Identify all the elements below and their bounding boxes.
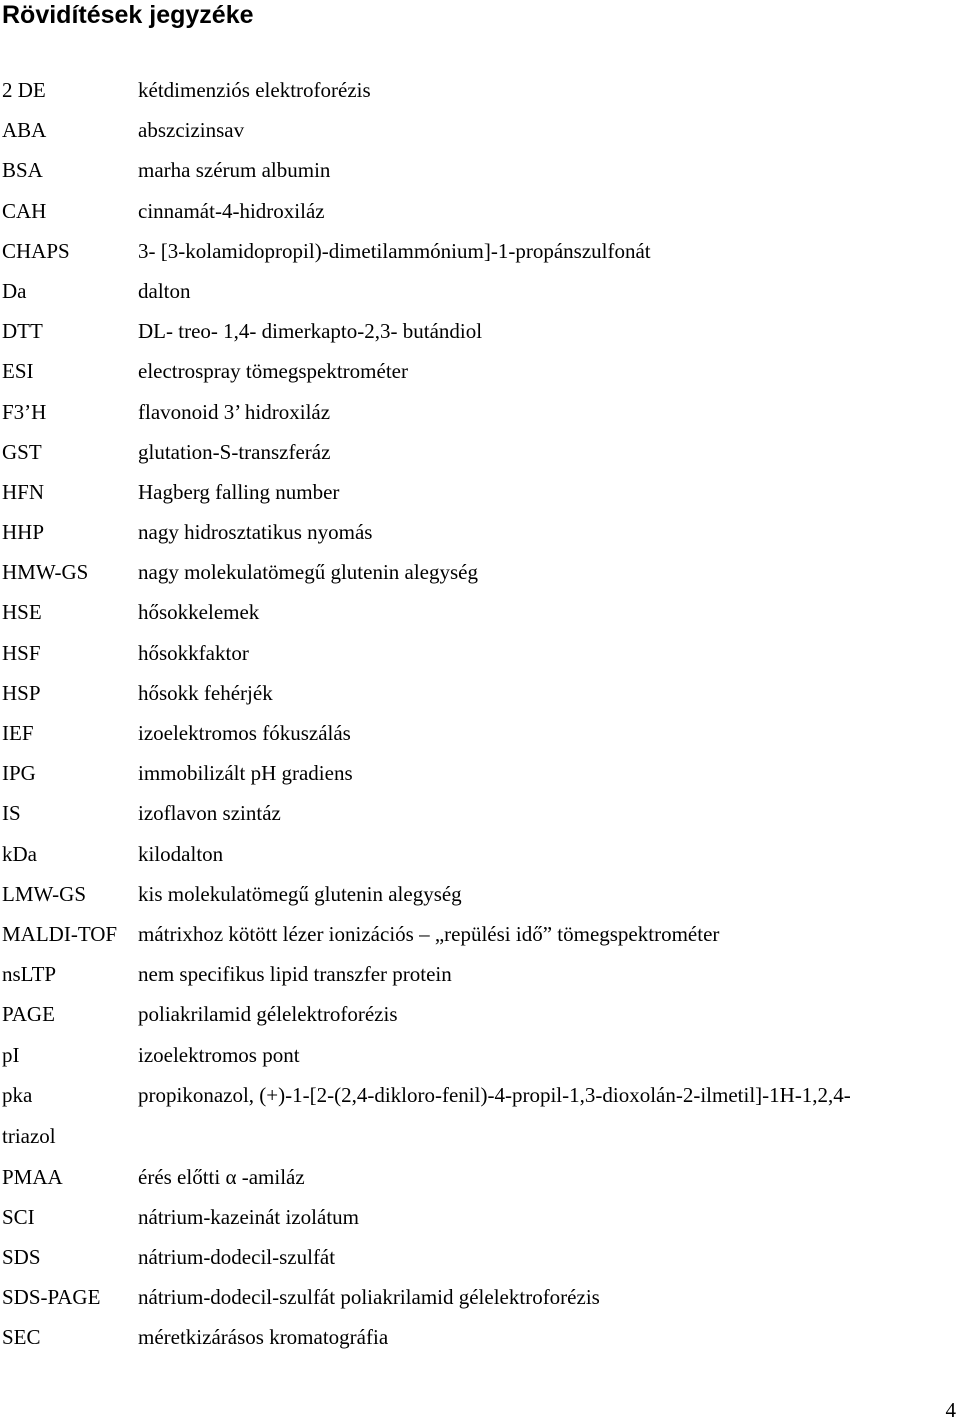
abbreviation-term: HSP [2, 680, 41, 705]
abbreviation-definition: abszcizinsav [138, 118, 245, 143]
abbreviation-definition: kis molekulatömegű glutenin alegység [138, 881, 462, 906]
abbreviation-definition: izoelektromos pont [138, 1042, 300, 1067]
abbreviation-definition: hősokk fehérjék [138, 680, 273, 705]
abbreviation-entry [0, 673, 960, 713]
page-title: Rövidítések jegyzéke [2, 1, 254, 29]
abbreviation-entry [0, 874, 960, 914]
abbreviation-entry [0, 713, 960, 753]
abbreviation-entry [0, 432, 960, 472]
abbreviation-term: PAGE [2, 1002, 55, 1027]
abbreviation-term: 2 DE [2, 78, 46, 102]
abbreviation-entry [0, 512, 960, 552]
abbreviation-term: CAH [2, 198, 47, 223]
abbreviation-entry [0, 633, 960, 673]
abbreviation-definition: glutation-S-transzferáz [138, 439, 331, 464]
abbreviation-term: HSF [2, 640, 41, 665]
abbreviation-definition: méretkizárásos kromatográfia [138, 1325, 389, 1350]
abbreviation-entry [0, 592, 960, 632]
abbreviation-term: F3’H [2, 399, 47, 424]
abbreviation-term: HMW-GS [2, 560, 89, 585]
abbreviation-definition: mátrixhoz kötött lézer ionizációs – „repülési idő” tömegspektrométer [138, 921, 720, 946]
abbreviation-definition: izoflavon szintáz [138, 801, 281, 826]
abbreviation-term: SDS-PAGE [2, 1285, 101, 1310]
abbreviation-entry [0, 1277, 960, 1317]
abbreviation-definition: hősokkfaktor [138, 640, 249, 665]
abbreviation-entry [0, 1317, 960, 1357]
abbreviation-entry [0, 753, 960, 793]
abbreviation-term: IPG [2, 761, 36, 786]
abbreviation-definition: hősokkelemek [138, 600, 260, 625]
abbreviation-definition: nátrium-dodecil-szulfát [138, 1245, 336, 1270]
abbreviation-entry [0, 914, 960, 954]
abbreviation-entry [0, 552, 960, 592]
abbreviation-definition: kilodalton [138, 841, 224, 866]
abbreviation-definition: nem specifikus lipid transzfer protein [138, 962, 452, 987]
abbreviation-entry [0, 311, 960, 351]
abbreviation-entry [0, 70, 960, 110]
abbreviation-entry [0, 150, 960, 190]
abbreviation-term: LMW-GS [2, 881, 86, 906]
abbreviation-term: HFN [2, 479, 45, 504]
abbreviation-term: SEC [2, 1325, 41, 1350]
abbreviation-entry [0, 1197, 960, 1237]
abbreviation-entry [0, 1237, 960, 1277]
abbreviation-definition: propikonazol, (+)-1-[2-(2,4-dikloro-fenil)-4-propil-1,3-dioxolán-2-ilmetil]-1H-1,2,4- [138, 1082, 851, 1107]
abbreviation-definition: Hagberg falling number [138, 479, 340, 504]
abbreviation-term: SDS [2, 1245, 41, 1270]
abbreviation-entry [0, 1075, 960, 1157]
abbreviation-entry [0, 994, 960, 1034]
abbreviation-entry [0, 392, 960, 432]
abbreviation-entry [0, 351, 960, 391]
abbreviation-list [0, 70, 960, 1358]
abbreviation-term: SCI [2, 1204, 35, 1229]
abbreviation-entry [0, 793, 960, 833]
abbreviation-definition: nátrium-kazeinát izolátum [138, 1204, 359, 1229]
abbreviation-definition: marha szérum albumin [138, 158, 331, 183]
abbreviation-term: GST [2, 439, 42, 464]
abbreviation-term: IEF [2, 721, 34, 745]
abbreviation-term: kDa [2, 841, 37, 866]
abbreviation-entry [0, 834, 960, 874]
abbreviation-term: HSE [2, 600, 42, 625]
abbreviation-term: MALDI-TOF [2, 921, 118, 946]
page-number: 4 [945, 1398, 956, 1422]
abbreviation-entry [0, 954, 960, 994]
abbreviation-definition: electrospray tömegspektrométer [138, 359, 408, 384]
abbreviation-term: nsLTP [2, 962, 57, 987]
abbreviation-definition: kétdimenziós elektroforézis [138, 78, 371, 102]
abbreviation-term: IS [2, 801, 21, 826]
abbreviation-term: BSA [2, 158, 43, 183]
abbreviation-entry [0, 231, 960, 271]
abbreviation-definition: flavonoid 3’ hidroxiláz [138, 399, 331, 424]
abbreviation-definition: immobilizált pH gradiens [138, 761, 353, 786]
abbreviation-entry [0, 110, 960, 150]
abbreviation-definition: nagy hidrosztatikus nyomás [138, 520, 373, 545]
abbreviation-entry [0, 1035, 960, 1075]
abbreviation-definition: cinnamát-4-hidroxiláz [138, 198, 325, 223]
abbreviation-definition: poliakrilamid gélelektroforézis [138, 1002, 398, 1027]
abbreviation-definition: 3- [3-kolamidopropil)-dimetilammónium]-1-propánszulfonát [138, 238, 651, 263]
abbreviation-term: Da [2, 278, 27, 303]
abbreviation-definition: izoelektromos fókuszálás [138, 721, 351, 745]
abbreviation-definition-continuation: triazol [2, 1123, 56, 1148]
abbreviation-definition: dalton [138, 278, 191, 303]
abbreviation-entry [0, 472, 960, 512]
abbreviation-term: CHAPS [2, 238, 70, 263]
abbreviation-entry [0, 191, 960, 231]
abbreviation-definition: DL- treo- 1,4- dimerkapto-2,3- butándiol [138, 319, 483, 344]
abbreviation-entry [0, 1157, 960, 1197]
abbreviation-term: ABA [2, 118, 47, 143]
abbreviation-entry [0, 271, 960, 311]
abbreviation-term: DTT [2, 319, 43, 344]
abbreviation-definition: nagy molekulatömegű glutenin alegység [138, 560, 478, 585]
abbreviation-definition: érés előtti α -amiláz [138, 1164, 305, 1189]
abbreviation-term: PMAA [2, 1164, 63, 1189]
abbreviation-term: ESI [2, 359, 34, 384]
abbreviation-definition: nátrium-dodecil-szulfát poliakrilamid gélelektroforézis [138, 1285, 600, 1310]
abbreviation-term: pka [2, 1082, 33, 1107]
abbreviation-term: pI [2, 1042, 20, 1067]
abbreviation-term: HHP [2, 520, 45, 545]
